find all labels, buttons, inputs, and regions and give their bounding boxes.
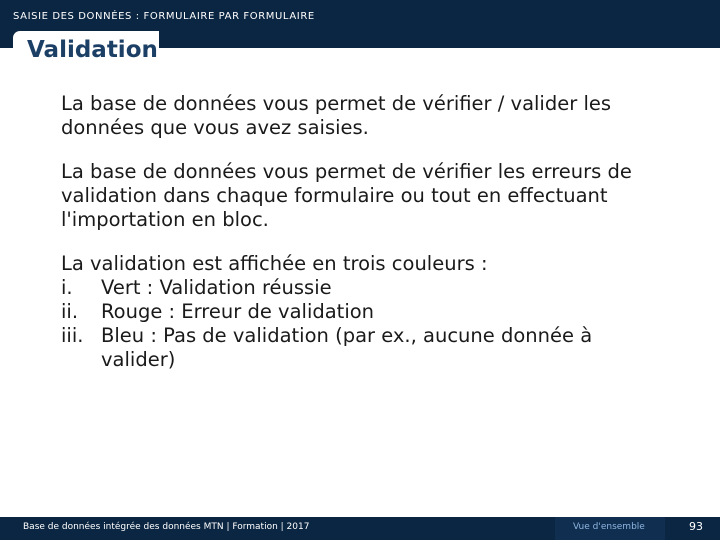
page-title: Validation xyxy=(13,31,159,64)
list-item-text: Vert : Validation réussie xyxy=(101,276,332,299)
list-item-text: Bleu : Pas de validation (par ex., aucune donnée à valider) xyxy=(101,324,593,371)
list-item-text: Rouge : Erreur de validation xyxy=(101,300,375,323)
footer-text: Base de données intégrée des données MTN | Formation | 2017 xyxy=(23,522,310,532)
list-item xyxy=(61,324,661,372)
footer-bar xyxy=(0,517,720,540)
list-item xyxy=(61,300,661,324)
overview-link[interactable]: Vue d'ensemble xyxy=(573,522,645,532)
list-item-number: ii. xyxy=(61,300,79,323)
slide-body xyxy=(61,92,661,372)
list-item-number: iii. xyxy=(61,324,84,347)
paragraph-colors: La validation est affichée en trois couleurs : xyxy=(61,252,488,275)
paragraph-errors: La base de données vous permet de vérifier les erreurs de validation dans chaque formulaire ou tout en effectuant l'importation en bloc. xyxy=(61,160,632,231)
paragraph-verify: La base de données vous permet de vérifier / valider les données que vous avez saisies. xyxy=(61,92,612,139)
color-list xyxy=(61,276,661,372)
page-number: 93 xyxy=(689,520,703,533)
breadcrumb: SAISIE DES DONNÉES : FORMULAIRE PAR FORMULAIRE xyxy=(13,11,315,22)
list-item-number: i. xyxy=(61,276,73,299)
list-item xyxy=(61,276,661,300)
